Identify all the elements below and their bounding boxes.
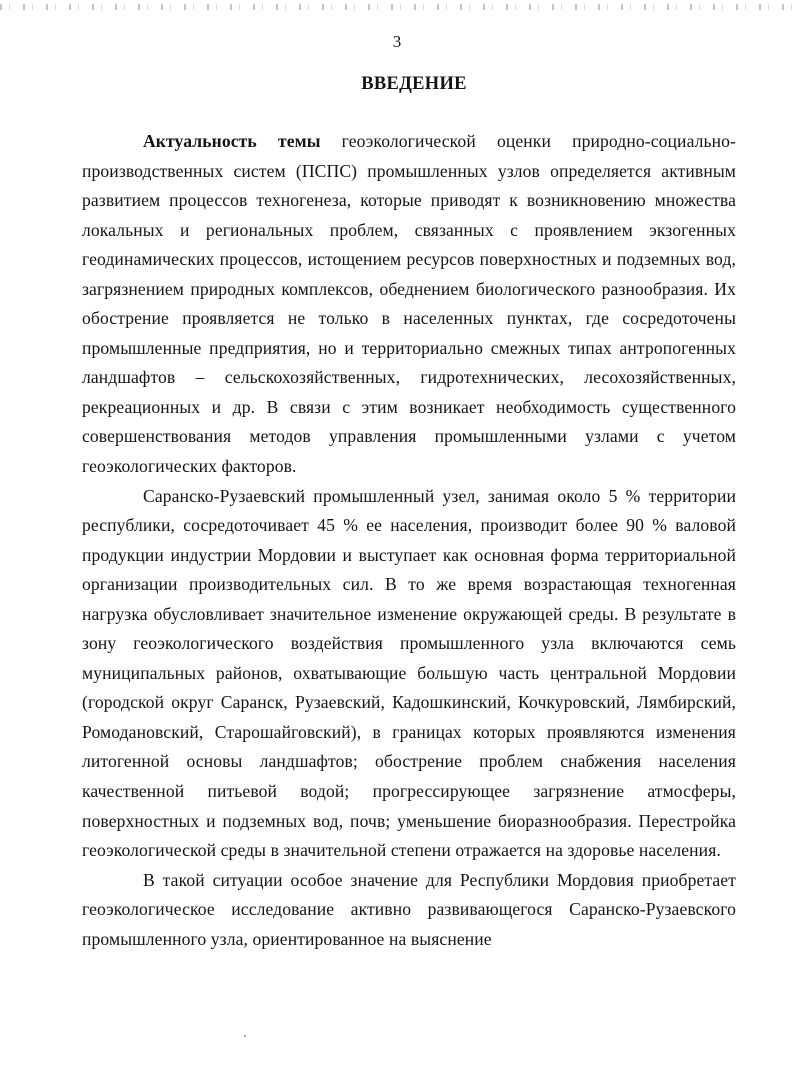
paragraph-research-significance <box>82 866 736 955</box>
page-number: 3 <box>392 32 402 51</box>
paragraph-text: Саранско-Рузаевский промышленный узел, занимая около 5 % территории республики, сосредоточивает 45 % ее населения, производит более 90 % валовой продукции индустрии Мордовии и выступает как основная форма территориальной организации производительных сил. В то же время возрастающая техногенная нагрузка обусловливает значительное изменение окружающей среды. В результате в зону геоэкологического воздействия промышленного узла включаются семь муниципальных районов, охватывающие большую часть центральной Мордовии (городской округ Саранск, Рузаевский, Кадошкинский, Кочкуровский, Лямбирский, Ромодановский, Старошайговский), в границах которых проявляются изменения литогенной основы ландшафтов; обострение проблем снабжения населения качественной питьевой водой; прогрессирующее загрязнение атмосферы, поверхностных и подземных вод, почв; уменьшение биоразнообразия. Перестройка геоэкологической среды в значительной степени отражается на здоровье населения. <box>82 485 736 861</box>
section-heading: ВВЕДЕНИЕ <box>361 74 467 94</box>
paragraph-industrial-hub <box>82 482 736 866</box>
paragraph-text: геоэкологической оценки природно-социально-производственных систем (ПСПС) промышленных узлов определяется активным развитием процессов техногенеза, которые приводят к возникновению множества локальных и региональных проблем, связанных с проявлением экзогенных геодинамических процессов, истощением ресурсов поверхностных и подземных вод, загрязнением природных комплексов, обеднением биологического разнообразия. Их обострение проявляется не только в населенных пунктах, где сосредоточены промышленные предприятия, но и территориально смежных типах антропогенных ландшафтов – сельскохозяйственных, гидротехнических, лесохозяйственных, рекреационных и др. В связи с этим возникает необходимость существенного совершенствования методов управления промышленными узлами с учетом геоэкологических факторов. <box>82 131 737 477</box>
paragraph-relevance <box>82 127 736 482</box>
paragraph-lead-term: Актуальность темы <box>143 131 321 151</box>
scan-edge-artifact <box>0 4 794 10</box>
body-text <box>82 127 736 954</box>
paragraph-text: В такой ситуации особое значение для Республики Мордовия приобретает геоэкологическое исследование активно развивающегося Саранско-Рузаевского промышленного узла, ориентированное на выяснение <box>82 869 736 949</box>
scan-speck-artifact <box>244 1035 246 1037</box>
